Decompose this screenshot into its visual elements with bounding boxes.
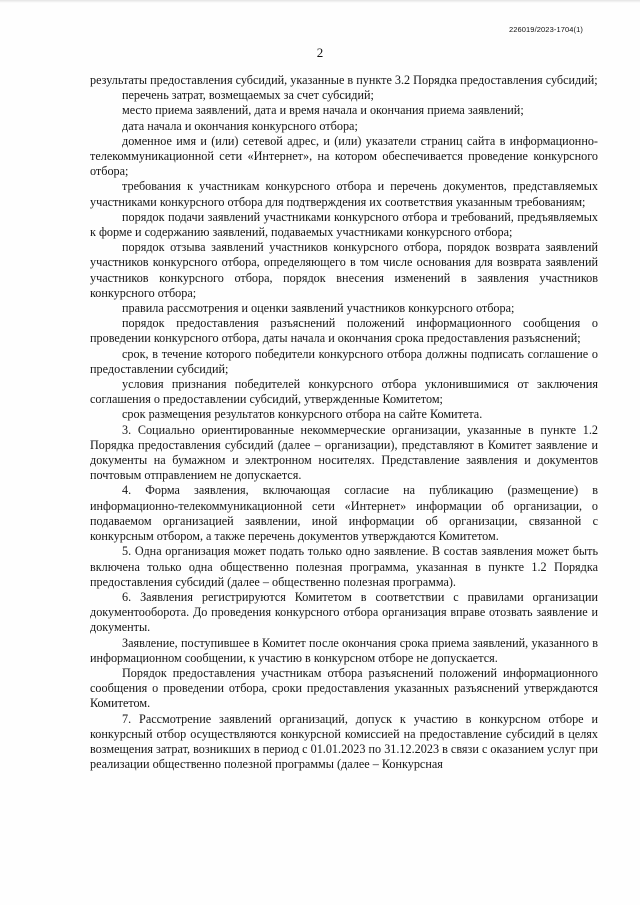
paragraph: результаты предоставления субсидий, указанные в пункте 3.2 Порядка предоставления субсидий; — [90, 73, 598, 87]
paragraph: дата начала и окончания конкурсного отбора; — [122, 118, 358, 133]
paragraph: 7. Рассмотрение заявлений организаций, допуск к участию в конкурсном отборе и конкурсный отбор осуществляются конкурсной комиссией на предоставление субсидий в целях возмещения затрат, возникших в период с 01.01.2023 по 31.12.2023 в связи с оказанием услуг при реализации общественно полезной программы (далее – Конкурсная — [90, 711, 598, 772]
paragraph: требования к участникам конкурсного отбора и перечень документов, представляемых участниками конкурсного отбора для подтверждения их соответствия указанным требованиям; — [90, 179, 598, 209]
paragraph: 6. Заявления регистрируются Комитетом в соответствии с правилами организации документооборота. До проведения конкурсного отбора организация вправе отозвать заявление и документы. — [90, 589, 598, 635]
paragraph: перечень затрат, возмещаемых за счет субсидий; — [122, 88, 374, 103]
paragraph: порядок отзыва заявлений участников конкурсного отбора, порядок возврата заявлений участников конкурсного отбора, определяющего в том числе основания для возврата заявлений участников конкурсного отбора, порядок внесения изменений в заявления участников конкурсного отбора; — [90, 240, 598, 300]
paragraph: условия признания победителей конкурсного отбора уклонившимися от заключения соглашения о предоставлении субсидий, утвержденные Комитетом; — [90, 377, 598, 407]
paragraph: порядок предоставления разъяснений положений информационного сообщения о проведении конкурсного отбора, даты начала и окончания срока предоставления разъяснений; — [90, 316, 598, 346]
document-registration-number: 226019/2023-1704(1) — [508, 25, 583, 34]
paragraph: порядок подачи заявлений участниками конкурсного отбора и требований, предъявляемых к форме и содержанию заявлений, подаваемых участниками конкурсного отбора; — [90, 209, 598, 240]
paragraph: Заявление, поступившее в Комитет после окончания срока приема заявлений, указанного в информационном сообщении, к участию в конкурсном отборе не допускается. — [90, 635, 598, 665]
paragraph: 5. Одна организация может подать только одно заявление. В состав заявления может быть включена только одна общественно полезная программа, указанная в пункте 1.2 Порядка предоставления субсидий (далее – общественно полезная программа). — [90, 544, 598, 589]
page-number: 2 — [316, 45, 324, 60]
paragraph: правила рассмотрения и оценки заявлений участников конкурсного отбора; — [122, 301, 515, 316]
scan-edge — [0, 0, 640, 3]
paragraph: 4. Форма заявления, включающая согласие на публикацию (размещение) в информационно-телекоммуникационной сети «Интернет» информации об организации, о подаваемом организацией заявлении, иной информации об организации, связанной с конкурсным отбором, а также перечень документов утверждаются Комитетом. — [90, 483, 598, 544]
document-body — [90, 73, 598, 772]
paragraph: срок размещения результатов конкурсного отбора на сайте Комитета. — [122, 407, 483, 422]
paragraph: срок, в течение которого победители конкурсного отбора должны подписать соглашение о предоставлении субсидий; — [90, 346, 598, 376]
paragraph: 3. Социально ориентированные некоммерческие организации, указанные в пункте 1.2 Порядка предоставления субсидий (далее – организации), представляют в Комитет заявление и документы на бумажном и электронном носителях. Представление заявления и документов почтовым отправлением не допускается. — [90, 422, 598, 483]
paragraph: доменное имя и (или) сетевой адрес, и (или) указатели страниц сайта в информационно-телекоммуникационной сети «Интернет», на котором обеспечивается проведение конкурсного отбора; — [90, 133, 598, 179]
paragraph: Порядок предоставления участникам отбора разъяснений положений информационного сообщения о проведении отбора, сроки предоставления указанных разъяснений утверждаются Комитетом. — [90, 665, 598, 711]
paragraph: место приема заявлений, дата и время начала и окончания приема заявлений; — [122, 103, 524, 118]
